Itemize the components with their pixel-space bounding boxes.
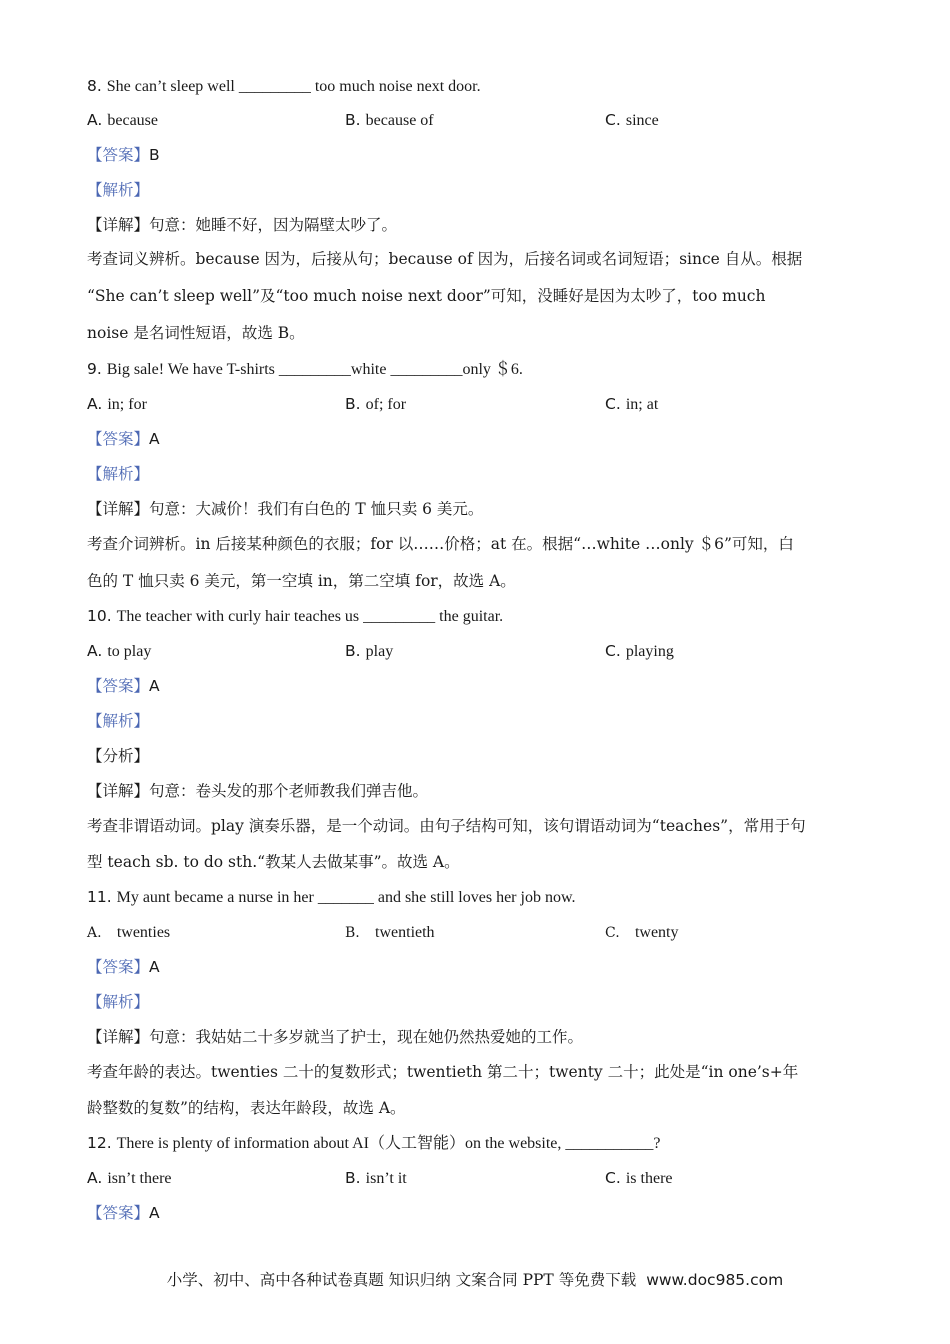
- answer-line: 【答案】B: [87, 146, 160, 164]
- option-b: B. play: [345, 642, 394, 660]
- option-c: C. is there: [605, 1169, 673, 1187]
- analysis-heading: 【解析】: [87, 712, 150, 730]
- option-c: C. playing: [605, 642, 674, 660]
- detail-line: 【详解】句意：大减价！我们有白色的 T 恤只卖 6 美元。: [87, 500, 484, 518]
- detail-line: 【详解】句意：卷头发的那个老师教我们弹吉他。: [87, 782, 429, 800]
- question-8-stem: 8. She can’t sleep well _________ too much noise next door.: [87, 77, 481, 95]
- answer-value: A: [149, 430, 160, 448]
- detail-line: 考查词义辨析。because 因为，后接从句；because of 因为，后接名词或名词短语；since 自从。根据: [87, 250, 803, 268]
- answer-value: A: [149, 1204, 160, 1222]
- analysis-heading: 【解析】: [87, 465, 150, 483]
- option-c: C. twenty: [605, 924, 679, 941]
- analysis-heading: 【解析】: [87, 993, 150, 1011]
- question-12-options: [87, 1168, 867, 1190]
- detail-line: 【详解】句意：我姑姑二十多岁就当了护士，现在她仍然热爱她的工作。: [87, 1028, 584, 1046]
- question-10-stem: 10. The teacher with curly hair teaches us _________ the guitar.: [87, 607, 504, 625]
- answer-value: A: [149, 677, 160, 695]
- page-footer: [0, 1268, 950, 1290]
- answer-line: 【答案】A: [87, 677, 160, 695]
- question-11-stem: 11. My aunt became a nurse in her _______ and she still loves her job now.: [87, 888, 576, 906]
- detail-line: 【详解】句意：她睡不好，因为隔壁太吵了。: [87, 216, 398, 234]
- option-b: B. of; for: [345, 395, 407, 413]
- option-a: A. to play: [87, 642, 152, 660]
- question-9-options: [87, 394, 867, 416]
- detail-line: 型 teach sb. to do sth.“教某人去做某事”。故选 A。: [87, 853, 460, 871]
- question-12-stem: 12. There is plenty of information about AI（人工智能）on the website, ___________?: [87, 1134, 661, 1152]
- question-11-options: [87, 922, 867, 944]
- option-a: A. in; for: [87, 395, 147, 413]
- option-b: B. isn’t it: [345, 1169, 407, 1187]
- footer-url[interactable]: www.doc985.com: [646, 1271, 784, 1289]
- option-a: A. isn’t there: [87, 1169, 172, 1187]
- answer-line: 【答案】A: [87, 430, 160, 448]
- answer-line: 【答案】A: [87, 958, 160, 976]
- detail-line: “She can’t sleep well”及“too much noise next door”可知，没睡好是因为太吵了，too much: [87, 287, 766, 305]
- detail-line: 龄整数的复数”的结构，表达年龄段，故选 A。: [87, 1099, 406, 1117]
- answer-value: A: [149, 958, 160, 976]
- analysis-heading: 【解析】: [87, 181, 150, 199]
- detail-line: 考查年龄的表达。twenties 二十的复数形式；twentieth 第二十；twenty 二十；此处是“in one’s+年: [87, 1063, 799, 1081]
- option-c: C. since: [605, 111, 659, 129]
- detail-line: 色的 T 恤只卖 6 美元，第一空填 in，第二空填 for，故选 A。: [87, 572, 516, 590]
- answer-value: B: [149, 146, 160, 164]
- footer-text: 小学、初中、高中各种试卷真题 知识归纳 文案合同 PPT 等免费下载: [166, 1271, 637, 1289]
- option-c: C. in; at: [605, 395, 659, 413]
- detail-line: noise 是名词性短语，故选 B。: [87, 324, 305, 342]
- option-a: A. twenties: [87, 924, 171, 941]
- detail-line: 考查非谓语动词。play 演奏乐器，是一个动词。由句子结构可知，该句谓语动词为“teaches”，常用于句: [87, 817, 806, 835]
- question-8-options: [87, 110, 867, 132]
- option-a: A. because: [87, 111, 158, 129]
- question-9-stem: 9. Big sale! We have T-shirts _________white _________only ＄6.: [87, 360, 523, 378]
- question-10-options: [87, 641, 867, 663]
- option-b: B. because of: [345, 111, 434, 129]
- answer-line: 【答案】A: [87, 1204, 160, 1222]
- detail-line: 考查介词辨析。in 后接某种颜色的衣服；for 以……价格；at 在。根据“…white …only ＄6”可知，白: [87, 535, 794, 553]
- analysis-subheading: 【分析】: [87, 747, 150, 765]
- option-b: B. twentieth: [345, 924, 435, 941]
